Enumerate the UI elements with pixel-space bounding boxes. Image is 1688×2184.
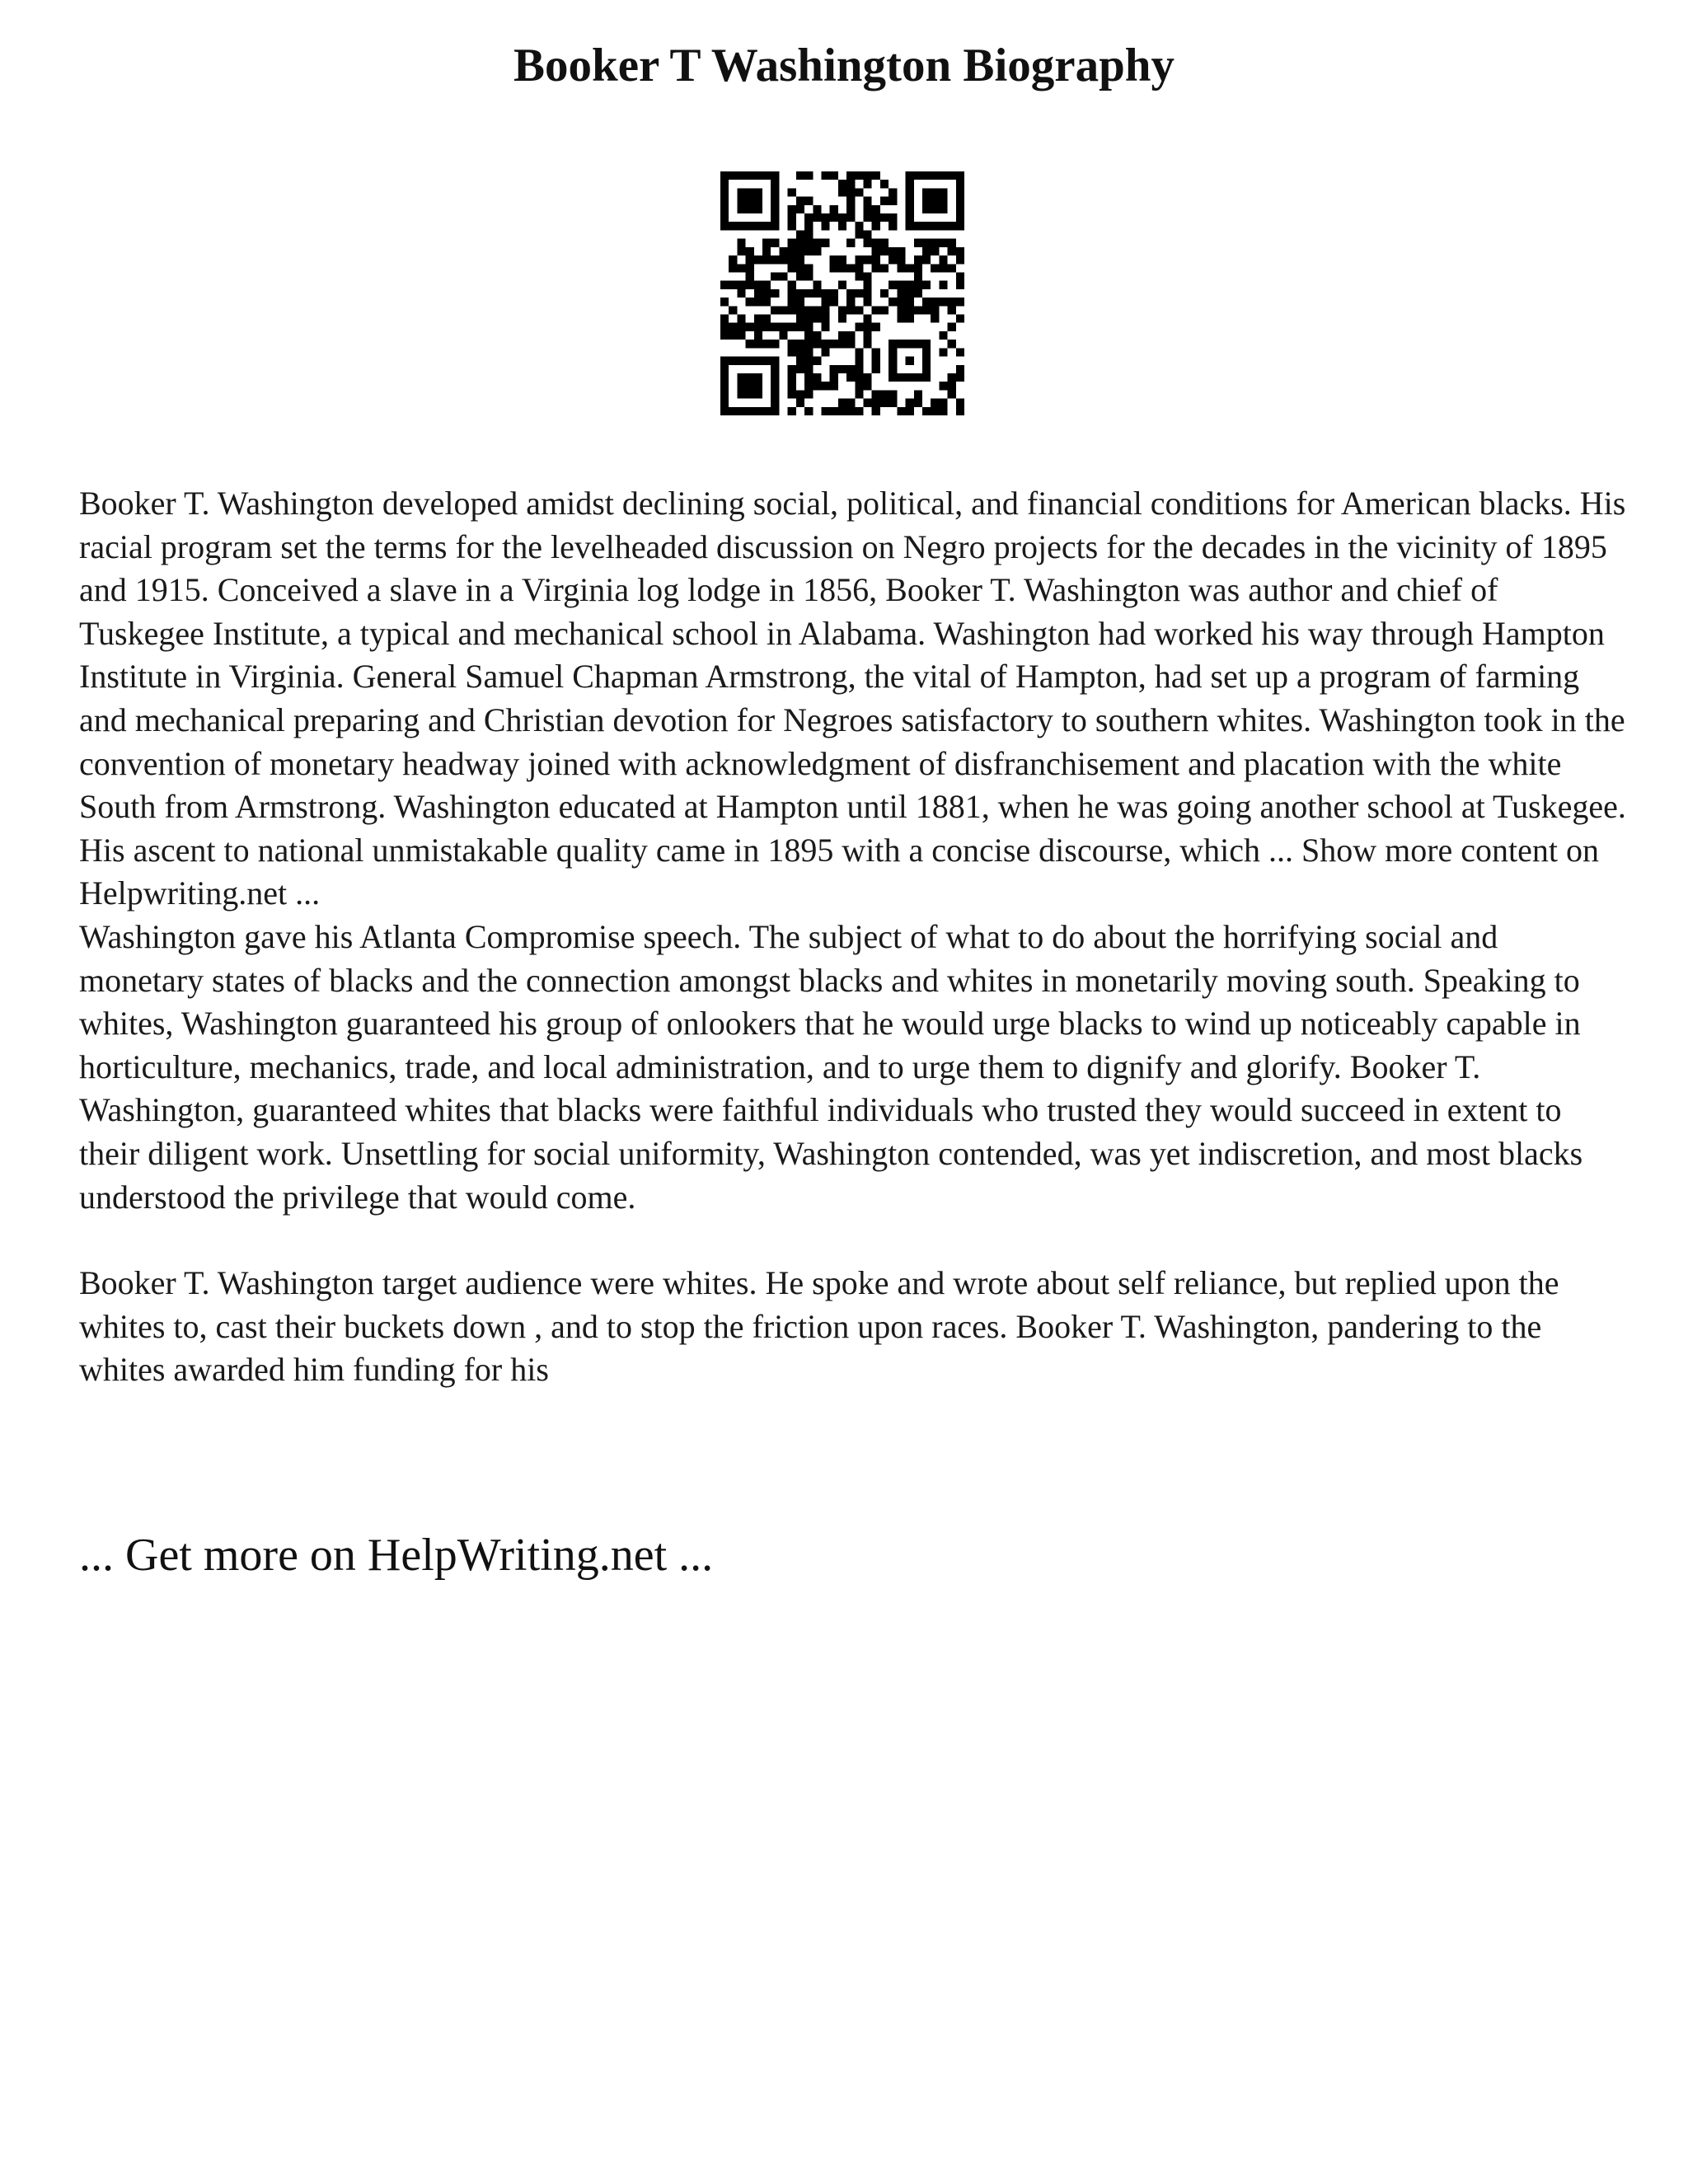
- page-title: Booker T Washington Biography: [513, 40, 1175, 91]
- paragraph-1: Booker T. Washington developed amidst declining social, political, and financial conditions for American blacks. His racial program set the terms for the levelheaded discussion on Negro projects for the decades in the vicinity of 1895 and 1915. Conceived a slave in a Virginia log lodge in 1856, Booker T. Washington was author and chief of Tuskegee Institute, a typical and mechanical school in Alabama. Washington had worked his way through Hampton Institute in Virginia. General Samuel Chapman Armstrong, the vital of Hampton, had set up a program of farming and mechanical preparing and Christian devotion for Negroes satisfactory to southern whites. Washington took in the convention of monetary headway joined with acknowledgment of disfranchisement and placation with the white South from Armstrong. Washington educated at Hampton until 1881, when he was going another school at Tuskegee. His ascent to national unmistakable quality came in 1895 with a concise discourse, which ... Show more content on Helpwriting.net ...: [79, 485, 1626, 912]
- article-body: [79, 482, 1629, 1392]
- paragraph-2: Washington gave his Atlanta Compromise speech. The subject of what to do about the horrifying social and monetary states of blacks and the connection amongst blacks and whites in monetarily moving south. Speaking to whites, Washington guaranteed his group of onlookers that he would urge blacks to wind up noticeably capable in horticulture, mechanics, trade, and local administration, and to urge them to dignify and glorify. Booker T. Washington, guaranteed whites that blacks were faithful individuals who trusted they would succeed in extent to their diligent work. Unsettling for social uniformity, Washington contended, was yet indiscretion, and most blacks understood the privilege that would come.: [79, 917, 1583, 1216]
- get-more-link[interactable]: ... Get more on HelpWriting.net ...: [79, 1530, 714, 1581]
- paragraph-3: Booker T. Washington target audience were whites. He spoke and wrote about self reliance, but replied upon the whites to, cast their buckets down , and to stop the friction upon races. Booker T. Washington, pandering to the whites awarded him funding for his: [79, 1264, 1559, 1389]
- qr-code-icon: [720, 171, 964, 415]
- paragraph-gap: [79, 1219, 1629, 1262]
